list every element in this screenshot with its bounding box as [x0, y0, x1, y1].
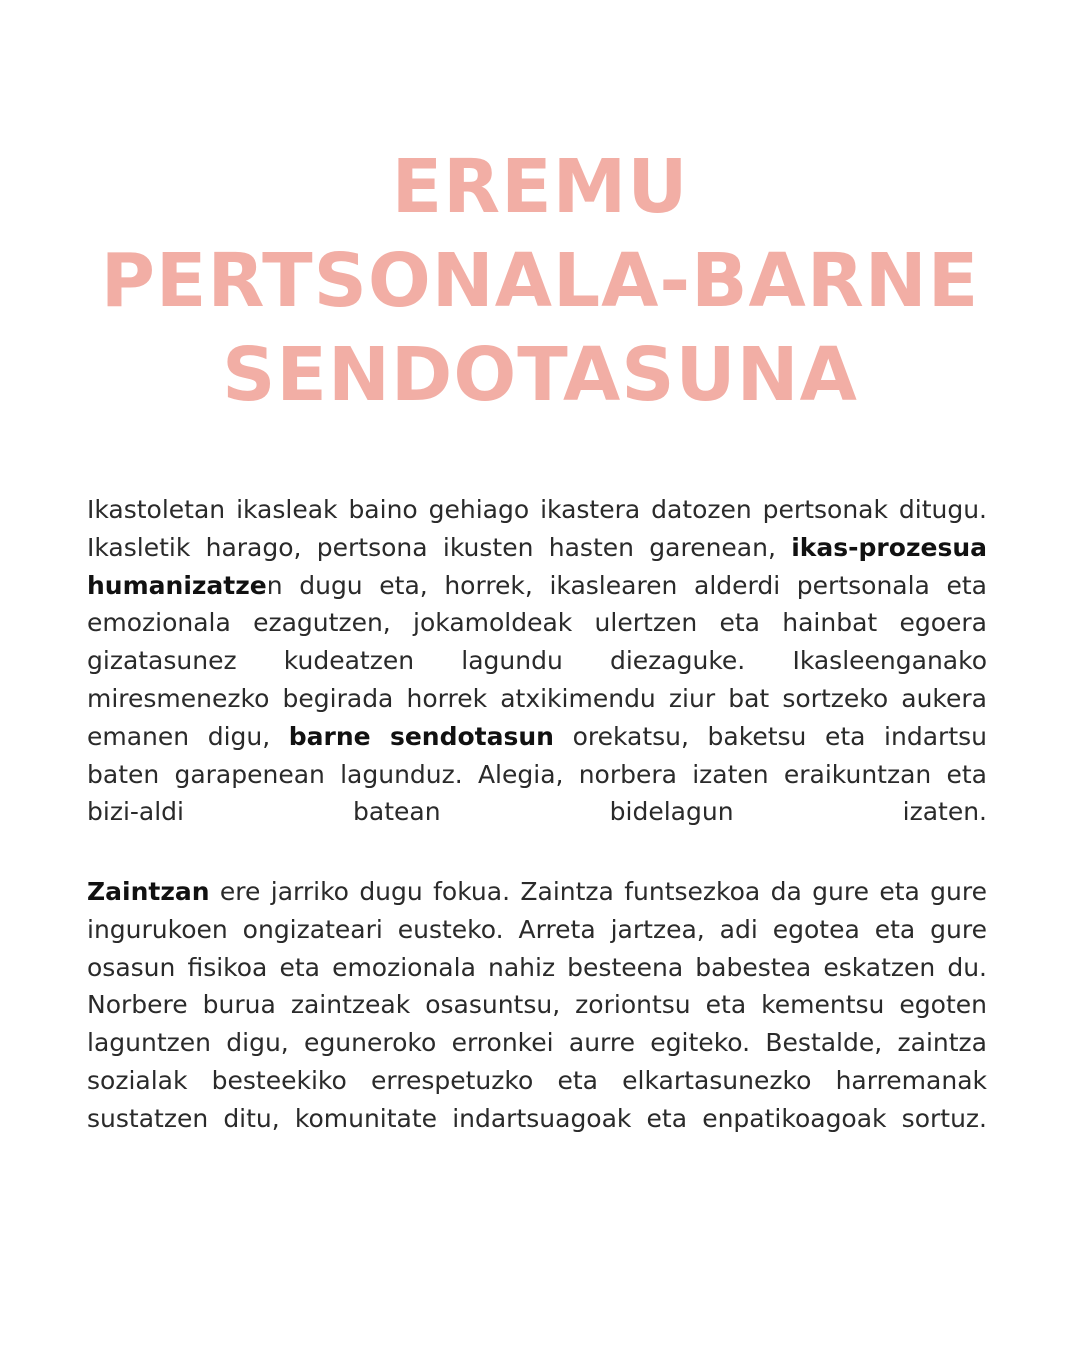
paragraph-1-text-a: Ikastoletan ikasleak baino gehiago ikastera datozen pertsonak ditugu. Ikasletik harago, pertsona ikusten hasten garenean, — [87, 495, 987, 562]
page-title — [40, 140, 1040, 422]
paragraph-1-highlight-humanizing: ikas-prozesua humanizatze — [87, 532, 987, 600]
paragraph-2-highlight-care: Zaintzan — [87, 877, 210, 906]
paragraph-1-highlight-resilience: barne sendotasun — [288, 721, 554, 751]
paragraph-1-text-c: orekatsu, baketsu eta indartsu baten garapenean lagunduz. Alegia, norbera izaten eraikuntzan eta bizi-aldi batean bidelagun izaten. — [87, 721, 987, 827]
paragraph-personal — [87, 491, 987, 831]
paragraph-care — [87, 873, 987, 1138]
title-line-1: EREMU — [391, 144, 689, 230]
paragraph-2-text-a: ere jarriko dugu fokua. Zaintza funtsezkoa da gure eta gure ingurukoen ongizateari eusteko. Arreta jartzea, adi egotea eta gure osasun fisikoa eta emozionala nahiz besteena babestea eskatzen du. Norbere burua zaintzeak osasuntsu, zoriontsu eta kementsu egoten laguntzen digu, eguneroko erronkei aurre egiteko. Bestalde, zaintza sozialak besteekiko errespetuzko eta elkartasunezko harremanak sustatzen ditu, komunitate indartsuagoak eta enpatikoagoak sortuz. — [87, 877, 987, 1133]
paragraph-1-text-b: n dugu eta, horrek, ikaslearen alderdi pertsonala eta emozionala ezagutzen, jokamoldeak ulertzen eta hainbat egoera gizatasunez kudeatzen lagundu diezaguke. Ikasleenganako miresmenezko begirada horrek atxikimendu ziur bat sortzeko aukera emanen digu, — [87, 570, 987, 751]
title-line-2: PERTSONALA-BARNE — [100, 238, 980, 324]
title-line-3: SENDOTASUNA — [222, 332, 858, 418]
